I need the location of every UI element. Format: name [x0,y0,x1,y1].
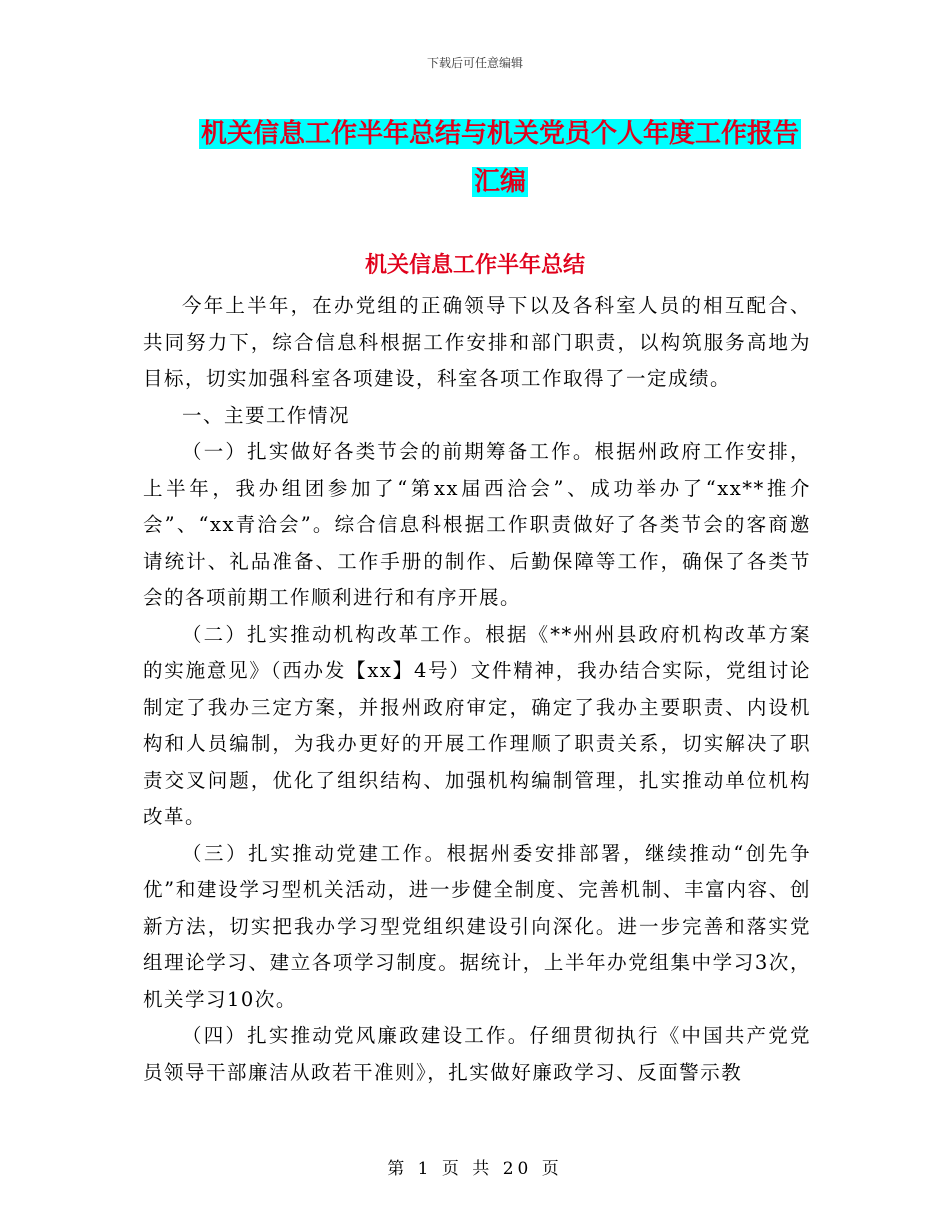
title-line-1: 机关信息工作半年总结与机关党员个人年度工作报告 [200,119,799,149]
paragraph: （四）扎实推动党风廉政建设工作。仔细贯彻执行《中国共产党党员领导干部廉洁从政若干准则》，扎实做好廉政学习、反面警示教 [143,1024,811,1084]
paragraph: （三）扎实推动党建工作。根据州委安排部署，继续推动“创先争优”和建设学习型机关活动，进一步健全制度、完善机制、丰富内容、创新方法，切实把我办学习型党组织建设引向深化。进一步完善和落实党组理论学习、建立各项学习制度。据统计，上半年办党组集中学习3次，机关学习10次。 [143,841,811,1011]
document-title [120,110,880,206]
header-note: 下载后可任意编辑 [426,56,523,70]
paragraph: 今年上半年，在办党组的正确领导下以及各科室人员的相互配合、共同努力下，综合信息科根据工作安排和部门职责，以构筑服务高地为目标，切实加强科室各项建设，科室各项工作取得了一定成绩。 [143,294,811,390]
paragraph-heading: 一、主要工作情况 [182,403,351,427]
body-text [143,288,811,1091]
section-title: 机关信息工作半年总结 [364,252,585,278]
paragraph: （二）扎实推动机构改革工作。根据《**州州县政府机构改革方案的实施意见》（西办发【xx】4号）文件精神，我办结合实际，党组讨论制定了我办三定方案，并报州政府审定，确定了我办主要职责、内设机构和人员编制，为我办更好的开展工作理顺了职责关系，切实解决了职责交叉问题，优化了组织结构、加强机构编制管理，扎实推动单位机构改革。 [143,622,811,828]
page-footer: 第 1 页 共 20 页 [387,1159,563,1179]
title-line-2: 汇编 [473,167,526,197]
paragraph: （一）扎实做好各类节会的前期筹备工作。根据州政府工作安排，上半年，我办组团参加了“第xx届西洽会”、成功举办了“xx**推介会”、“xx青洽会”。综合信息科根据工作职责做好了各类节会的客商邀请统计、礼品准备、工作手册的制作、后勤保障等工作，确保了各类节会的各项前期工作顺利进行和有序开展。 [143,440,811,609]
